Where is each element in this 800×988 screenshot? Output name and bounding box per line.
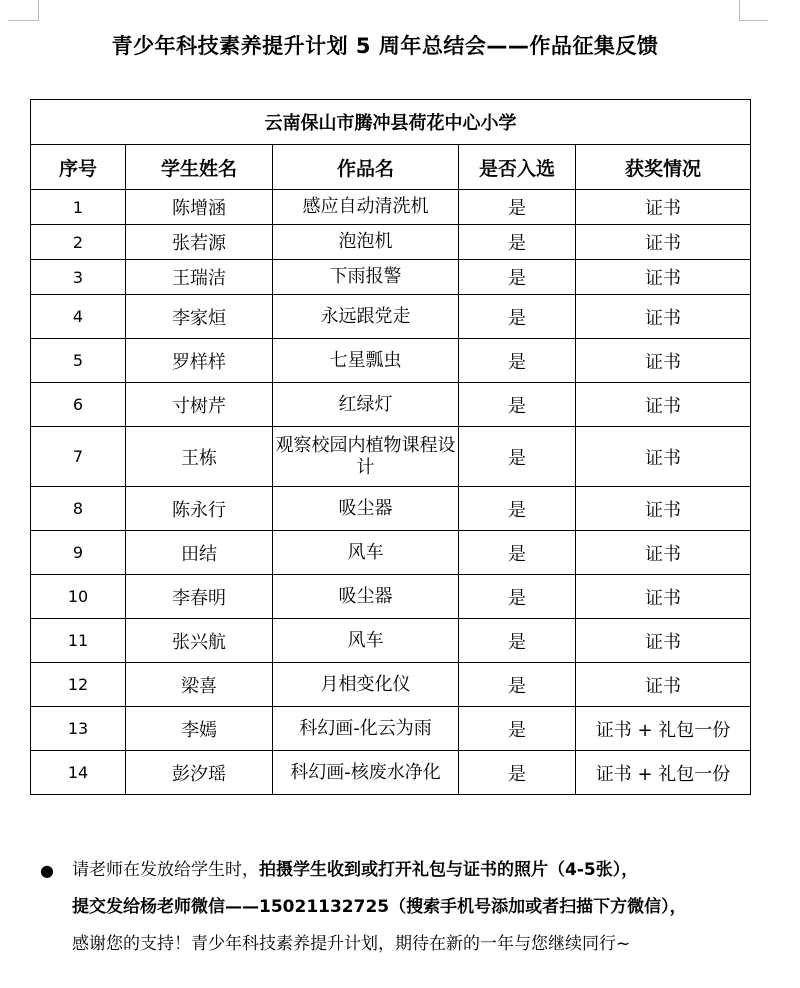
student-name: 田结 xyxy=(126,531,273,575)
header-award: 获奖情况 xyxy=(576,145,751,190)
table-row xyxy=(31,487,751,531)
school-name: 云南保山市腾冲县荷花中心小学 xyxy=(31,100,751,145)
student-name: 彭汐瑶 xyxy=(126,751,273,795)
work-name: 月相变化仪 xyxy=(273,663,459,707)
selected-status: 是 xyxy=(459,575,576,619)
award-status: 证书 + 礼包一份 xyxy=(576,707,751,751)
selected-status: 是 xyxy=(459,295,576,339)
selected-status: 是 xyxy=(459,427,576,487)
work-name: 七星瓢虫 xyxy=(273,339,459,383)
table-row xyxy=(31,225,751,260)
header-selected: 是否入选 xyxy=(459,145,576,190)
instruction-note xyxy=(40,852,780,963)
table-row xyxy=(31,531,751,575)
row-number: 5 xyxy=(31,339,126,383)
award-status: 证书 xyxy=(576,225,751,260)
work-name: 永远跟党走 xyxy=(273,295,459,339)
selected-status: 是 xyxy=(459,225,576,260)
table-row xyxy=(31,751,751,795)
award-status: 证书 xyxy=(576,575,751,619)
document-title: 青少年科技素养提升计划 5 周年总结会——作品征集反馈 xyxy=(111,34,659,58)
table-row xyxy=(31,707,751,751)
note-line-2: 提交发给杨老师微信——15021132725（搜索手机号添加或者扫描下方微信）， xyxy=(72,897,687,917)
selected-status: 是 xyxy=(459,487,576,531)
work-name: 吸尘器 xyxy=(273,487,459,531)
award-status: 证书 xyxy=(576,260,751,295)
student-name: 王瑞洁 xyxy=(126,260,273,295)
row-number: 4 xyxy=(31,295,126,339)
row-number: 8 xyxy=(31,487,126,531)
selected-status: 是 xyxy=(459,663,576,707)
selected-status: 是 xyxy=(459,190,576,225)
note-line-1 xyxy=(72,852,780,889)
row-number: 6 xyxy=(31,383,126,427)
award-status: 证书 xyxy=(576,619,751,663)
row-number: 7 xyxy=(31,427,126,487)
table-row xyxy=(31,663,751,707)
award-status: 证书 xyxy=(576,295,751,339)
award-status: 证书 xyxy=(576,190,751,225)
bullet-icon: ● xyxy=(40,861,54,880)
row-number: 10 xyxy=(31,575,126,619)
table-row xyxy=(31,260,751,295)
work-name: 科幻画-化云为雨 xyxy=(273,707,459,751)
award-status: 证书 xyxy=(576,531,751,575)
student-name: 陈永行 xyxy=(126,487,273,531)
selected-status: 是 xyxy=(459,260,576,295)
work-name: 吸尘器 xyxy=(273,575,459,619)
selected-status: 是 xyxy=(459,751,576,795)
selected-status: 是 xyxy=(459,383,576,427)
student-name: 寸树芹 xyxy=(126,383,273,427)
student-name: 罗样样 xyxy=(126,339,273,383)
crop-mark-top-right xyxy=(739,0,768,21)
student-name: 梁喜 xyxy=(126,663,273,707)
award-status: 证书 xyxy=(576,427,751,487)
row-number: 2 xyxy=(31,225,126,260)
crop-mark-top-left xyxy=(8,0,39,21)
note-line-3: 感谢您的支持！青少年科技素养提升计划，期待在新的一年与您继续同行~ xyxy=(72,934,631,954)
row-number: 11 xyxy=(31,619,126,663)
note-line-1-bold: 拍摄学生收到或打开礼包与证书的照片（4-5张）， xyxy=(259,860,639,880)
work-name: 观察校园内植物课程设计 xyxy=(273,427,459,487)
row-number: 14 xyxy=(31,751,126,795)
row-number: 1 xyxy=(31,190,126,225)
student-name: 张若源 xyxy=(126,225,273,260)
work-name: 风车 xyxy=(273,531,459,575)
table-row xyxy=(31,575,751,619)
award-status: 证书 xyxy=(576,487,751,531)
header-student-name: 学生姓名 xyxy=(126,145,273,190)
award-status: 证书 xyxy=(576,663,751,707)
student-name: 张兴航 xyxy=(126,619,273,663)
table-row xyxy=(31,295,751,339)
student-name: 王栋 xyxy=(126,427,273,487)
table-row xyxy=(31,619,751,663)
work-name: 红绿灯 xyxy=(273,383,459,427)
selected-status: 是 xyxy=(459,531,576,575)
table-row xyxy=(31,383,751,427)
table-row xyxy=(31,339,751,383)
work-name: 感应自动清洗机 xyxy=(273,190,459,225)
table-row xyxy=(31,427,751,487)
row-number: 13 xyxy=(31,707,126,751)
table-row xyxy=(31,190,751,225)
award-status: 证书 + 礼包一份 xyxy=(576,751,751,795)
note-line-1-plain: 请老师在发放给学生时， xyxy=(72,860,259,880)
header-no: 序号 xyxy=(31,145,126,190)
row-number: 3 xyxy=(31,260,126,295)
student-name: 陈增涵 xyxy=(126,190,273,225)
work-name: 下雨报警 xyxy=(273,260,459,295)
row-number: 12 xyxy=(31,663,126,707)
header-work-name: 作品名 xyxy=(273,145,459,190)
work-name: 泡泡机 xyxy=(273,225,459,260)
selected-status: 是 xyxy=(459,707,576,751)
student-name: 李春明 xyxy=(126,575,273,619)
student-name: 李家烜 xyxy=(126,295,273,339)
work-name: 科幻画-核废水净化 xyxy=(273,751,459,795)
row-number: 9 xyxy=(31,531,126,575)
selected-status: 是 xyxy=(459,339,576,383)
student-name: 李嫣 xyxy=(126,707,273,751)
award-status: 证书 xyxy=(576,383,751,427)
works-table xyxy=(30,99,751,795)
work-name: 风车 xyxy=(273,619,459,663)
selected-status: 是 xyxy=(459,619,576,663)
award-status: 证书 xyxy=(576,339,751,383)
